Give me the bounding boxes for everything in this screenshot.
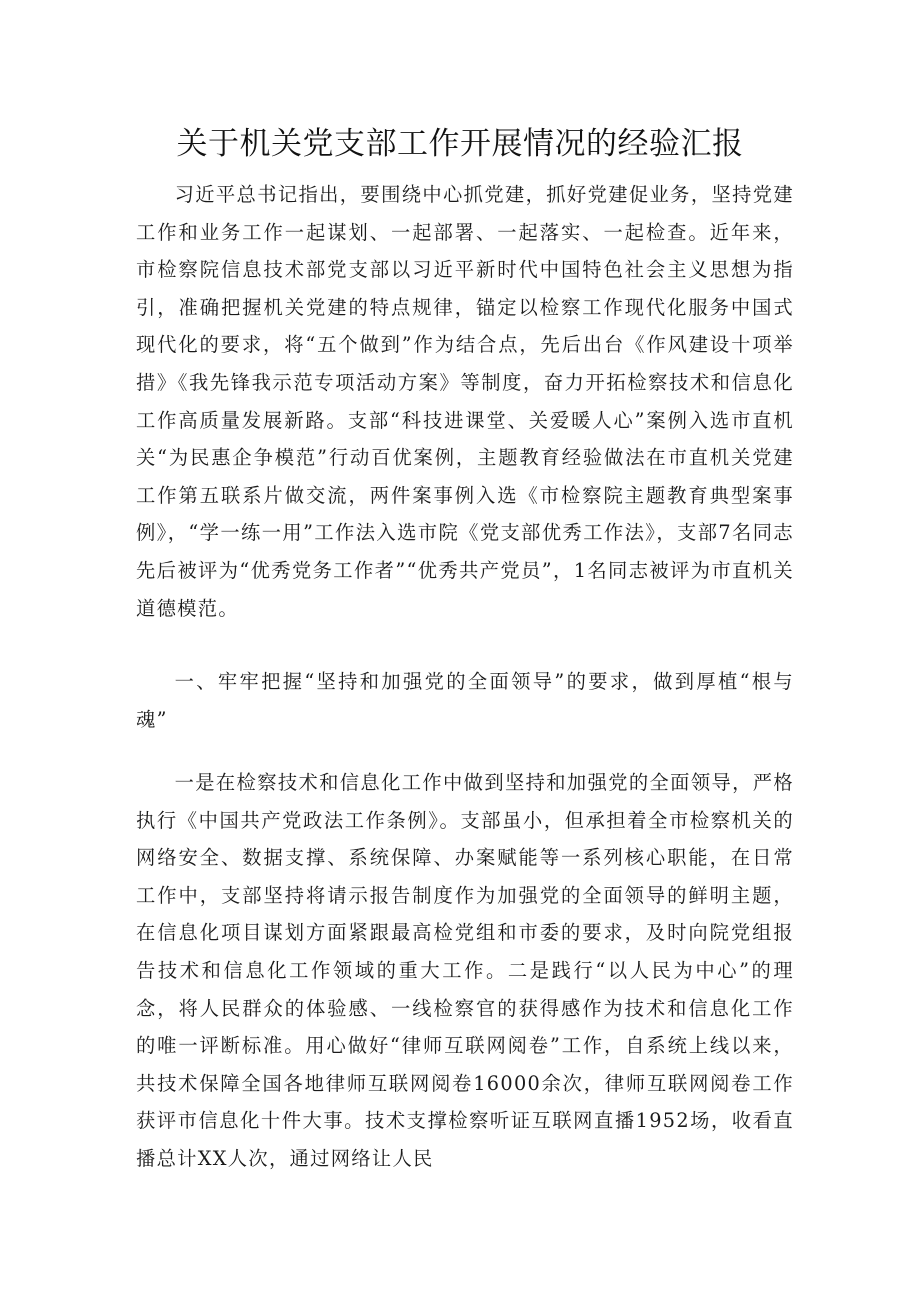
- paragraph-intro: 习近平总书记指出，要围绕中心抓党建，抓好党建促业务，坚持党建工作和业务工作一起谋划、一起部署、一起落实、一起检查。近年来，市检察院信息技术部党支部以习近平新时代中国特色社会主义思想为指引，准确把握机关党建的特点规律，锚定以检察工作现代化服务中国式现代化的要求，将“五个做到”作为结合点，先后出台《作风建设十项举措》《我先锋我示范专项活动方案》等制度，奋力开拓检察技术和信息化工作高质量发展新路。支部“科技进课堂、关爱暖人心”案例入选市直机关“为民惠企争模范”行动百优案例，主题教育经验做法在市直机关党建工作第五联系片做交流，两件案事例入选《市检察院主题教育典型案事例》，“学一练一用”工作法入选市院《党支部优秀工作法》，支部7名同志先后被评为“优秀党务工作者”“优秀共产党员”，1名同志被评为市直机关道德模范。: [136, 183, 794, 620]
- section-heading-one: 一、牢牢把握“坚持和加强党的全面领导”的要求，做到厚植“根与魂”: [136, 670, 794, 731]
- document-title: 关于机关党支部工作开展情况的经验汇报: [176, 126, 744, 162]
- paragraph-section-one-body: 一是在检察技术和信息化工作中做到坚持和加强党的全面领导，严格执行《中国共产党政法工作条例》。支部虽小，但承担着全市检察机关的网络安全、数据支撑、系统保障、办案赋能等一系列核心职能，在日常工作中，支部坚持将请示报告制度作为加强党的全面领导的鲜明主题，在信息化项目谋划方面紧跟最高检党组和市委的要求，及时向院党组报告技术和信息化工作领域的重大工作。二是践行“以人民为中心”的理念，将人民群众的体验感、一线检察官的获得感作为技术和信息化工作的唯一评断标准。用心做好“律师互联网阅卷”工作，自系统上线以来，共技术保障全国各地律师互联网阅卷16000余次，律师互联网阅卷工作获评市信息化十件大事。技术支撑检察听证互联网直播1952场，收看直播总计XX人次，通过网络让人民: [136, 771, 794, 1170]
